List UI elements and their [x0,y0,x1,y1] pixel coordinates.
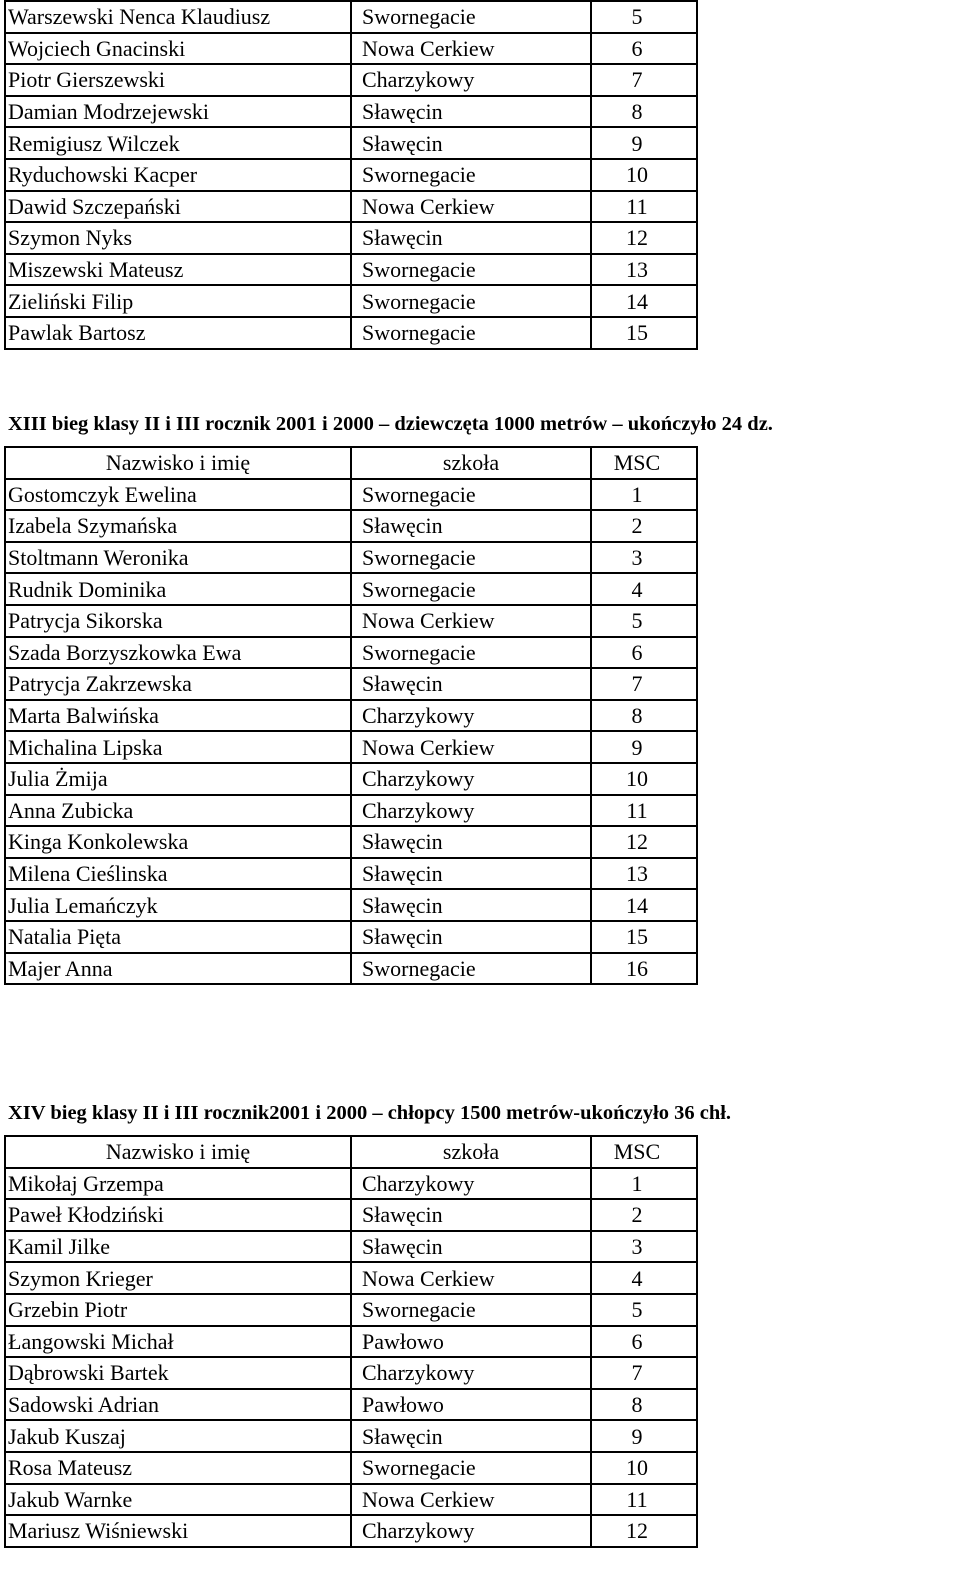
cell-place: 1 [591,479,697,511]
cell-name: Stoltmann Weronika [5,542,351,574]
table-row [5,510,697,542]
cell-name: Zieliński Filip [5,285,351,317]
table-row [5,96,697,128]
cell-place: 6 [591,637,697,669]
cell-place: 5 [591,1,697,33]
table-row [5,889,697,921]
table-header-row [5,1136,697,1168]
cell-name: Paweł Kłodziński [5,1199,351,1231]
cell-school: Charzykowy [351,1168,591,1200]
cell-school: Swornegacie [351,953,591,985]
cell-name: Julia Lemańczyk [5,889,351,921]
cell-place: 11 [591,191,697,223]
cell-name: Dawid Szczepański [5,191,351,223]
table-row [5,479,697,511]
cell-school: Sławęcin [351,1231,591,1263]
cell-place: 14 [591,889,697,921]
cell-school: Swornegacie [351,1294,591,1326]
cell-place: 12 [591,1515,697,1547]
table-row [5,1168,697,1200]
cell-school: Swornegacie [351,479,591,511]
table-row [5,953,697,985]
table-row [5,222,697,254]
cell-school: Nowa Cerkiew [351,731,591,763]
cell-school: Swornegacie [351,254,591,286]
cell-name: Julia Żmija [5,763,351,795]
cell-place: 2 [591,510,697,542]
table-row [5,285,697,317]
cell-place: 6 [591,1326,697,1358]
cell-school: Swornegacie [351,573,591,605]
table-row [5,1357,697,1389]
cell-name: Grzebin Piotr [5,1294,351,1326]
cell-school: Swornegacie [351,1452,591,1484]
table-row [5,1515,697,1547]
table-row [5,700,697,732]
cell-school: Sławęcin [351,1199,591,1231]
cell-school: Sławęcin [351,1420,591,1452]
cell-name: Natalia Pięta [5,921,351,953]
results-table-girls-1000m [4,446,698,985]
cell-place: 12 [591,222,697,254]
column-header-name: Nazwisko i imię [5,447,351,479]
cell-place: 5 [591,1294,697,1326]
cell-school: Swornegacie [351,1,591,33]
table-row [5,731,697,763]
column-header-place: MSC [591,1136,697,1168]
cell-name: Sadowski Adrian [5,1389,351,1421]
table-row [5,1294,697,1326]
table-row [5,191,697,223]
cell-school: Sławęcin [351,889,591,921]
cell-school: Sławęcin [351,222,591,254]
cell-school: Sławęcin [351,127,591,159]
cell-place: 8 [591,96,697,128]
column-header-school: szkoła [351,1136,591,1168]
cell-place: 4 [591,573,697,605]
cell-name: Damian Modrzejewski [5,96,351,128]
cell-name: Anna Zubicka [5,795,351,827]
cell-school: Charzykowy [351,795,591,827]
table-row [5,605,697,637]
cell-place: 8 [591,700,697,732]
cell-place: 7 [591,668,697,700]
table-row [5,1326,697,1358]
cell-school: Swornegacie [351,637,591,669]
cell-place: 1 [591,1168,697,1200]
table-row [5,763,697,795]
table-row [5,1389,697,1421]
cell-school: Nowa Cerkiew [351,191,591,223]
results-table-1 [4,0,698,350]
cell-name: Patrycja Zakrzewska [5,668,351,700]
cell-school: Sławęcin [351,96,591,128]
cell-school: Pawłowo [351,1326,591,1358]
cell-place: 11 [591,1484,697,1516]
column-header-place: MSC [591,447,697,479]
cell-name: Kamil Jilke [5,1231,351,1263]
cell-place: 9 [591,1420,697,1452]
cell-school: Nowa Cerkiew [351,605,591,637]
cell-school: Charzykowy [351,64,591,96]
cell-school: Nowa Cerkiew [351,33,591,65]
cell-name: Jakub Kuszaj [5,1420,351,1452]
cell-school: Charzykowy [351,1357,591,1389]
table-row [5,795,697,827]
cell-school: Swornegacie [351,285,591,317]
cell-name: Kinga Konkolewska [5,826,351,858]
table-row [5,64,697,96]
table-row [5,858,697,890]
column-header-school: szkoła [351,447,591,479]
table-row [5,637,697,669]
cell-name: Szymon Krieger [5,1262,351,1294]
table-row [5,573,697,605]
table-header-row [5,447,697,479]
cell-name: Gostomczyk Ewelina [5,479,351,511]
cell-name: Rudnik Dominika [5,573,351,605]
section-heading-girls-1000m: XIII bieg klasy II i III rocznik 2001 i 2000 – dziewczęta 1000 metrów – ukończyło 24 dz. [8,413,773,435]
cell-school: Charzykowy [351,1515,591,1547]
cell-school: Charzykowy [351,763,591,795]
cell-place: 10 [591,159,697,191]
cell-place: 15 [591,921,697,953]
cell-school: Swornegacie [351,317,591,349]
table-row [5,127,697,159]
cell-name: Szada Borzyszkowka Ewa [5,637,351,669]
cell-name: Majer Anna [5,953,351,985]
cell-school: Sławęcin [351,510,591,542]
cell-name: Michalina Lipska [5,731,351,763]
table-row [5,921,697,953]
cell-school: Pawłowo [351,1389,591,1421]
table-row [5,317,697,349]
cell-place: 7 [591,1357,697,1389]
cell-name: Milena Cieślinska [5,858,351,890]
column-header-name: Nazwisko i imię [5,1136,351,1168]
cell-school: Sławęcin [351,668,591,700]
cell-school: Charzykowy [351,700,591,732]
table-row [5,542,697,574]
cell-school: Nowa Cerkiew [351,1484,591,1516]
cell-place: 9 [591,731,697,763]
cell-place: 11 [591,795,697,827]
cell-name: Warszewski Nenca Klaudiusz [5,1,351,33]
cell-name: Szymon Nyks [5,222,351,254]
cell-place: 3 [591,542,697,574]
table-row [5,33,697,65]
cell-school: Sławęcin [351,921,591,953]
table-row [5,1,697,33]
table-row [5,826,697,858]
cell-place: 8 [591,1389,697,1421]
cell-school: Sławęcin [351,826,591,858]
cell-place: 10 [591,763,697,795]
cell-place: 6 [591,33,697,65]
table-row [5,1484,697,1516]
cell-place: 9 [591,127,697,159]
cell-name: Wojciech Gnacinski [5,33,351,65]
table-row [5,254,697,286]
cell-name: Jakub Warnke [5,1484,351,1516]
cell-place: 10 [591,1452,697,1484]
table-row [5,1452,697,1484]
cell-name: Miszewski Mateusz [5,254,351,286]
cell-place: 13 [591,254,697,286]
cell-place: 15 [591,317,697,349]
table-row [5,1420,697,1452]
cell-school: Nowa Cerkiew [351,1262,591,1294]
cell-name: Mariusz Wiśniewski [5,1515,351,1547]
cell-name: Łangowski Michał [5,1326,351,1358]
cell-name: Marta Balwińska [5,700,351,732]
section-heading-boys-1500m: XIV bieg klasy II i III rocznik2001 i 2000 – chłopcy 1500 metrów-ukończyło 36 chł. [8,1102,732,1124]
cell-place: 5 [591,605,697,637]
cell-name: Izabela Szymańska [5,510,351,542]
cell-school: Sławęcin [351,858,591,890]
cell-place: 7 [591,64,697,96]
cell-place: 16 [591,953,697,985]
cell-place: 13 [591,858,697,890]
cell-place: 3 [591,1231,697,1263]
cell-place: 4 [591,1262,697,1294]
cell-name: Piotr Gierszewski [5,64,351,96]
cell-place: 14 [591,285,697,317]
cell-place: 2 [591,1199,697,1231]
cell-name: Mikołaj Grzempa [5,1168,351,1200]
cell-name: Ryduchowski Kacper [5,159,351,191]
cell-name: Rosa Mateusz [5,1452,351,1484]
cell-name: Remigiusz Wilczek [5,127,351,159]
table-row [5,159,697,191]
cell-place: 12 [591,826,697,858]
results-table-boys-1500m [4,1135,698,1548]
table-row [5,1262,697,1294]
cell-name: Pawlak Bartosz [5,317,351,349]
cell-name: Dąbrowski Bartek [5,1357,351,1389]
cell-school: Swornegacie [351,542,591,574]
table-row [5,1231,697,1263]
table-row [5,1199,697,1231]
cell-name: Patrycja Sikorska [5,605,351,637]
table-row [5,668,697,700]
cell-school: Swornegacie [351,159,591,191]
